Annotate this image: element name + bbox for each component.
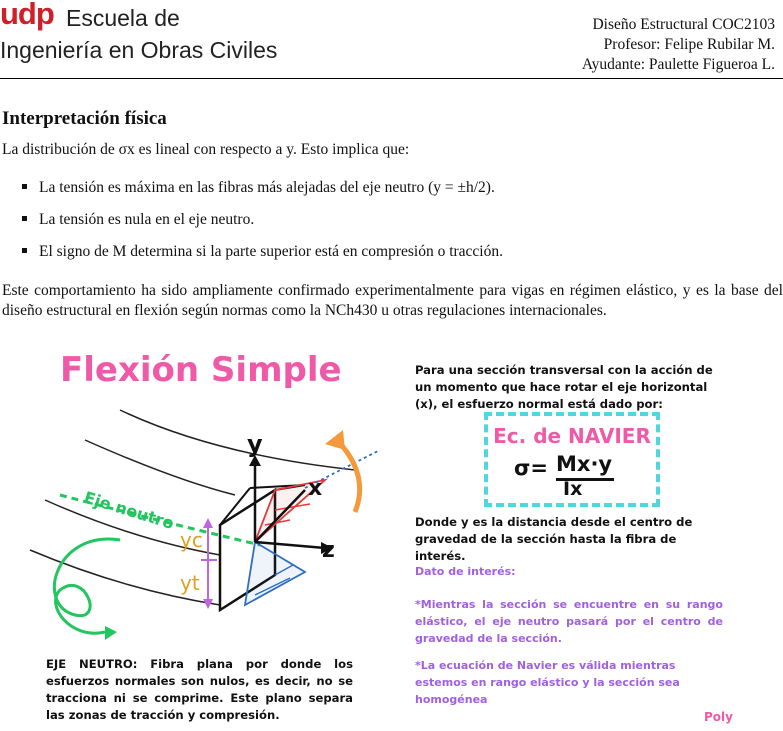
formula-denominator: Ix [563,478,583,500]
beam-top-curve [120,410,355,470]
x-axis-label: x [308,476,323,501]
bullet-text: El signo de M determina si la parte superior está en compresión o tracción. [39,243,503,260]
navier-title: Ec. de NAVIER [493,424,651,448]
green-curl-arrow [54,539,120,633]
bullet-item [22,211,254,229]
z-axis-line [255,542,325,548]
bullet-text: La tensión es nula en el eje neutro. [39,211,255,228]
y-axis-label: y [247,430,263,458]
bullet-square-icon [22,184,27,189]
neutral-axis-caption: EJE NEUTRO: Fibra plana por donde los esfuerzos normales son nulos, es decir, no se tracciona ni se comprime. Este plano separa las zonas de tracción y compresión. [46,657,353,722]
signature: Poly [704,710,733,724]
yt-label: yt [180,571,200,595]
note-navier-validity: *La ecuación de Navier es válida mientras estemos en rango elástico y la sección sea homogénea [415,659,680,706]
bullet-item [22,243,503,261]
body-paragraph: Este comportamiento ha sido ampliamente confirmado experimentalmente para vigas en régimen elástico, y es la base del diseño estructural en flexión según normas como la NCh430 u otras regulaciones internacionales. [2,282,783,319]
neutral-axis-label: Eje neutro [81,487,177,534]
formula-sigma: σ= [514,456,548,480]
assistant-name: Ayudante: Paulette Figueroa L. [581,56,775,73]
school-name-line2: Ingeniería en Obras Civiles [0,37,278,63]
navier-intro-text: Para una sección transversal con la acción de un momento que hace rotar el eje horizontal (x), el esfuerzo normal está dado por: [415,363,713,411]
school-name-line1: Escuela de [66,5,180,31]
course-name: Diseño Estructural COC2103 [592,16,775,33]
beam-diagram [25,400,385,650]
green-arrowhead [105,626,117,640]
z-axis-label: z [322,538,335,563]
header-divider [0,78,783,79]
note-elastic-range: *Mientras la sección se encuentre en su rango elástico, el eje neutro pasará por el centro de gravedad de la sección. [415,598,723,645]
section-intro: La distribución de σx es lineal con respecto a y. Esto implica que: [2,141,410,158]
professor-name: Profesor: Felipe Rubilar M. [603,36,775,53]
distance-explanation: Donde y es la distancia desde el centro de gravedad de la sección hasta la fibra de interés. [415,515,693,563]
infographic-title: Flexión Simple [60,350,342,390]
dato-title: Dato de interés: [415,565,516,578]
bullet-text: La tensión es máxima en las fibras más alejadas del eje neutro (y = ±h/2). [39,179,495,196]
bullet-item [22,179,495,197]
formula-numerator: Mx·y [556,452,613,476]
moment-arrow [337,440,360,512]
beam-curve-2 [85,440,235,495]
section-title: Interpretación física [2,108,167,129]
yc-label: yc [180,528,203,552]
udp-logo: udp [0,0,54,31]
bullet-square-icon [22,216,27,221]
bullet-square-icon [22,248,27,253]
